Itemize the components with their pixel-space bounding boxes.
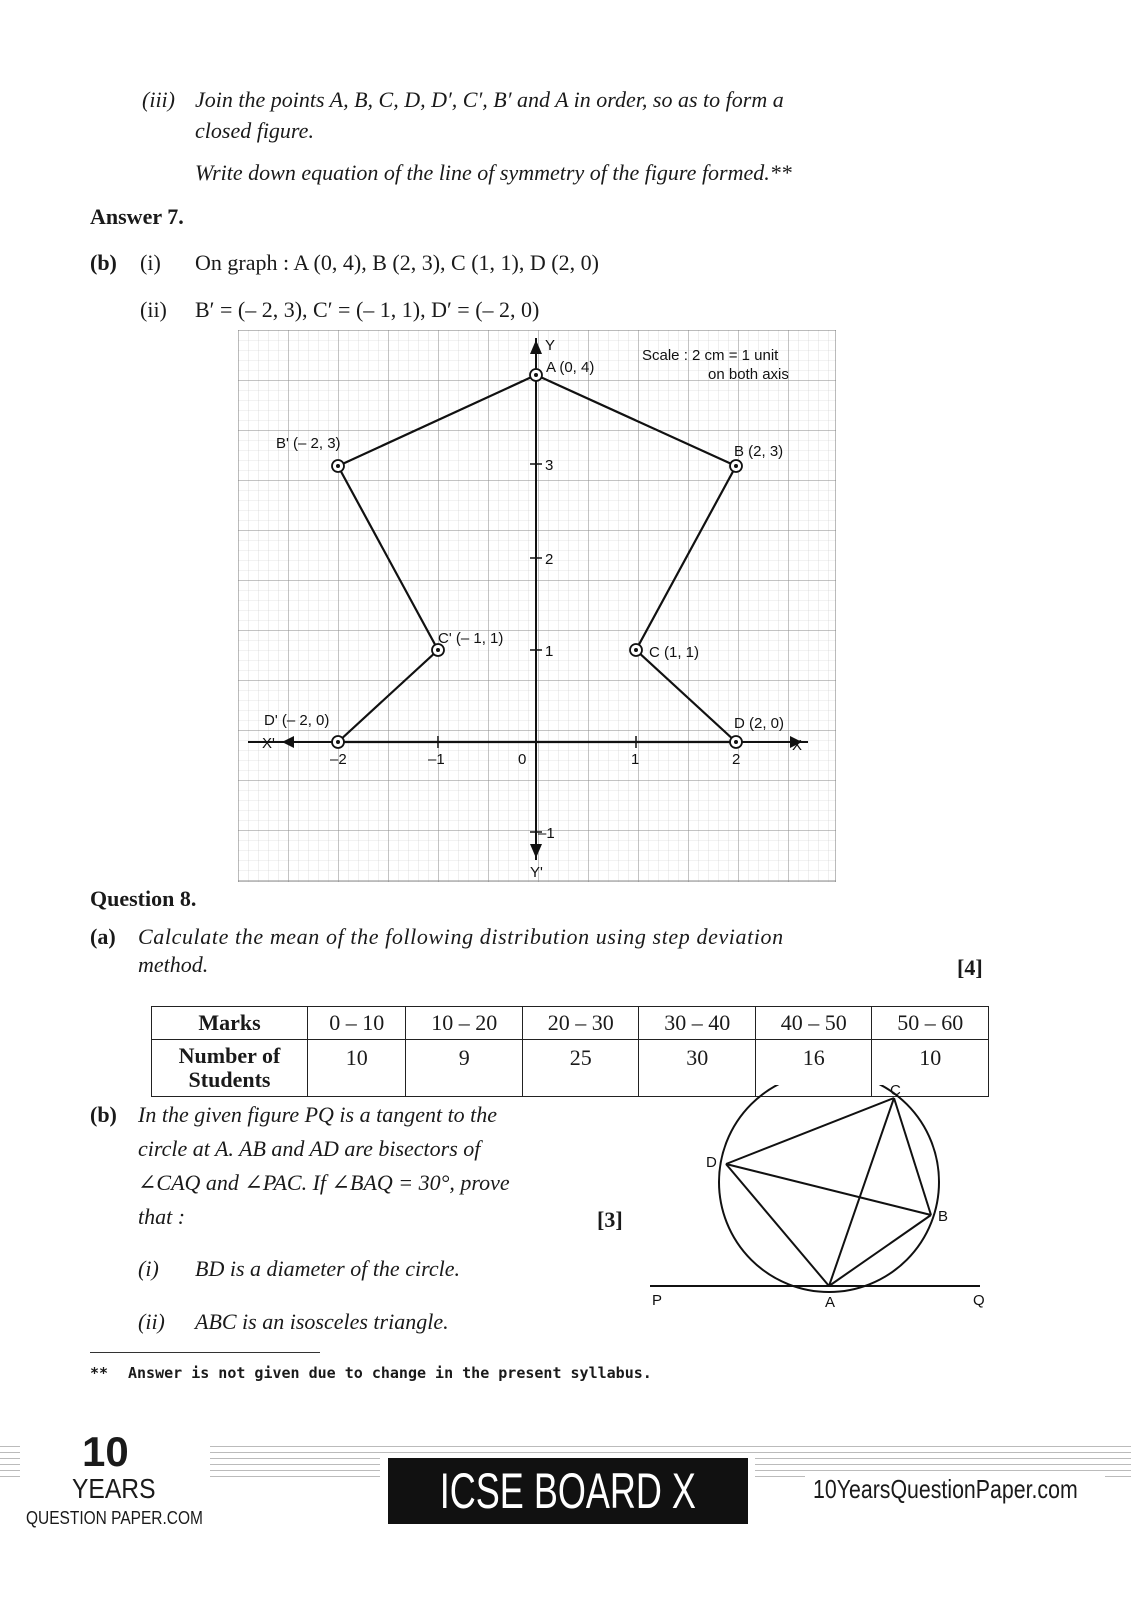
- footnote-stars: **: [90, 1364, 109, 1382]
- q8-b-line3: ∠CAQ and ∠PAC. If ∠BAQ = 30°, prove: [138, 1170, 510, 1195]
- y-tick-1: 1: [545, 643, 554, 660]
- table-cell-frequency: 10: [308, 1040, 406, 1097]
- point-a-label: A (0, 4): [546, 359, 595, 376]
- fig-label-p: P: [652, 1292, 663, 1309]
- logo-subtitle: QUESTION PAPER.COM: [26, 1508, 203, 1528]
- x-axis-neg-label: X': [262, 735, 275, 752]
- q8-a-label: (a): [90, 924, 116, 949]
- answer-7-heading: Answer 7.: [90, 204, 184, 229]
- answer-b-ii-label: (ii): [140, 297, 167, 322]
- logo-number: 10: [82, 1428, 129, 1475]
- footnote-divider: [90, 1352, 320, 1353]
- table-cell-class: 0 – 10: [308, 1007, 406, 1040]
- scale-line1: Scale : 2 cm = 1 unit: [642, 347, 779, 364]
- answer-b-i-label: (i): [140, 250, 161, 275]
- q8-b-i-text: BD is a diameter of the circle.: [195, 1256, 460, 1281]
- footer-logo: [20, 1428, 210, 1538]
- y-tick-2: 2: [545, 551, 554, 568]
- footer-banner-text: ICSE BOARD X: [439, 1463, 696, 1519]
- table-cell-marks-label: Marks: [152, 1007, 308, 1040]
- q8-b-line2: circle at A. AB and AD are bisectors of: [138, 1136, 481, 1161]
- point-d-prime-label: D' (– 2, 0): [264, 712, 330, 729]
- q8-b-label: (b): [90, 1102, 117, 1127]
- footnote-text: Answer is not given due to change in the present syllabus.: [128, 1364, 652, 1382]
- fig-label-q: Q: [973, 1292, 985, 1309]
- coordinate-graph: [238, 330, 836, 882]
- fig-label-a: A: [825, 1294, 836, 1311]
- fig-label-c: C: [890, 1085, 901, 1099]
- q8-b-line4: that :: [138, 1204, 186, 1229]
- q8-a-marks: [4]: [957, 955, 983, 980]
- q8-b-line1: In the given figure PQ is a tangent to the: [138, 1102, 498, 1127]
- answer-b-ii-text: B′ = (– 2, 3), C′ = (– 1, 1), D′ = (– 2, 0): [195, 297, 540, 322]
- fig-label-d: D: [706, 1154, 717, 1171]
- question-8-heading: Question 8.: [90, 886, 197, 911]
- logo-years: YEARS: [72, 1473, 156, 1504]
- distribution-table: [151, 1006, 989, 1097]
- footer-banner-box: [380, 1458, 755, 1524]
- x-tick-minus-1: –1: [428, 751, 445, 768]
- point-d-label: D (2, 0): [734, 715, 785, 732]
- q7-part-iii-line2: closed figure.: [195, 118, 314, 143]
- table-cell-class: 20 – 30: [522, 1007, 639, 1040]
- point-c-prime-label: C' (– 1, 1): [438, 630, 504, 647]
- table-cell-frequency: 25: [522, 1040, 639, 1097]
- table-cell-students-label: Number of Students: [152, 1040, 308, 1097]
- table-cell-frequency: 10: [872, 1040, 989, 1097]
- table-cell-class: 40 – 50: [755, 1007, 872, 1040]
- point-c-label: C (1, 1): [649, 644, 700, 661]
- q8-a-text-line2: method.: [138, 952, 209, 977]
- y-axis-label: Y: [545, 337, 556, 354]
- circle-tangent-figure: [640, 1085, 1000, 1320]
- table-cell-class: 30 – 40: [639, 1007, 756, 1040]
- x-axis-label: X: [792, 737, 803, 754]
- chords: [726, 1098, 931, 1286]
- table-cell-frequency: 16: [755, 1040, 872, 1097]
- answer-b-label: (b): [90, 250, 117, 275]
- table-cell-class: 50 – 60: [872, 1007, 989, 1040]
- footer-website-box: [805, 1474, 1105, 1584]
- x-tick-1: 1: [631, 751, 640, 768]
- y-tick-3: 3: [545, 457, 554, 474]
- fig-label-b: B: [938, 1208, 949, 1225]
- x-tick-minus-2: –2: [330, 751, 347, 768]
- x-tick-2: 2: [732, 751, 741, 768]
- table-cell-class: 10 – 20: [406, 1007, 523, 1040]
- q7-part-iii-line3: Write down equation of the line of symmetry of the figure formed.**: [195, 160, 792, 185]
- y-axis-neg-label: Y': [530, 864, 543, 881]
- point-b-label: B (2, 3): [734, 443, 784, 460]
- table-cell-frequency: 30: [639, 1040, 756, 1097]
- q8-b-i-label: (i): [138, 1256, 159, 1281]
- q7-part-iii-line1: Join the points A, B, C, D, D′, C′, B′ and A in order, so as to form a: [195, 87, 784, 112]
- footer-website[interactable]: 10YearsQuestionPaper.com: [813, 1474, 1078, 1504]
- point-b-prime-label: B' (– 2, 3): [276, 435, 341, 452]
- table-cell-frequency: 9: [406, 1040, 523, 1097]
- y-tick-minus-1: –1: [538, 825, 555, 842]
- table-row: [152, 1007, 989, 1040]
- q8-a-text-line1: Calculate the mean of the following distribution using step deviation: [138, 924, 784, 949]
- answer-b-i-text: On graph : A (0, 4), B (2, 3), C (1, 1), D (2, 0): [195, 250, 599, 275]
- q7-part-iii-number: (iii): [142, 87, 175, 112]
- q8-b-ii-text: ABC is an isosceles triangle.: [195, 1309, 449, 1334]
- x-tick-0: 0: [518, 751, 527, 768]
- q8-b-ii-label: (ii): [138, 1309, 165, 1334]
- q8-b-marks: [3]: [597, 1207, 623, 1232]
- circle-outline: [719, 1085, 939, 1292]
- scale-line2: on both axis: [708, 366, 789, 383]
